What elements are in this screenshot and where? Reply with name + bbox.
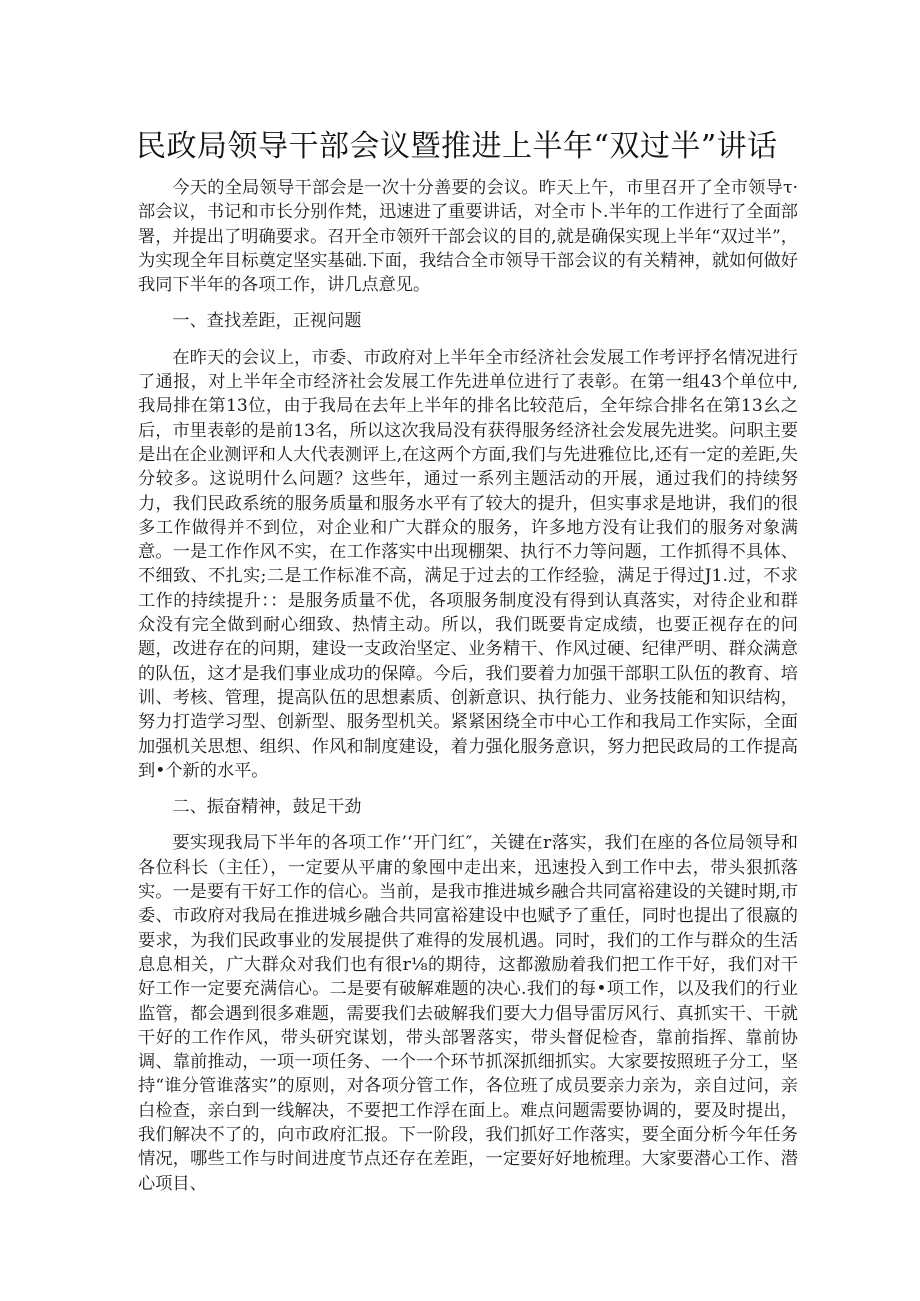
intro-paragraph: 今天的全局领导干部会是一次十分善要的会议。昨天上午，市里召开了全市领导τ·部会议，书记和市长分别作梵，迅速进了重要讲话，对全市卜.半年的工作进行了全面部署，并提出了明确要求。召开全市领歼干部会议的目的,就是确保实现上半年“双过半”，为实现全年目标奠定坚实基础.下面，我结合全市领导干部会议的有关精神，就如何做好我同下半年的各项工作，讲几点意见。 — [138, 178, 798, 296]
section-2-paragraph: 要实现我局下半年的各项工作’‘开门红″，关键在r落实，我们在座的各位局领导和各位科长（主任），一定要从平庸的象囤中走出来，迅速投入到工作中去，带头狠抓落实。一是要有干好工作的信心。当前，是我市推进城乡融合共同富裕建设的关键时期,市委、市政府对我局在推进城乡融合共同富裕建设中也赋予了重任，同时也提出了很嬴的要求，为我们民政事业的发展提供了难得的发展机遇。同时，我们的工作与群众的生活息息相关，广大群众对我们也有很r⅛的期待，这都激励着我们把工作干好，我们对干好工作一定要充满信心。二是要有破解难题的决心.我们的每•项工作，以及我们的行业监管，都会遇到很多难题，需要我们去破解我们要大力倡导雷厉风行、真抓实干、干就干好的工作作风，带头研究谋划，带头部署落实，带头督促检杳，靠前指挥、靠前协调、靠前推动，一项一项任务、一个一个环节抓深抓细抓实。大家要按照班子分工，坚持“谁分管谁落实”的原则，对各项分管工作，各位班了成员要亲力亲为，亲自过问，亲白检查，亲白到一线解决，不要把工作浮在面上。难点问题需要协调的，要及时提出，我们解决不了的，向市政府汇报。下一阶段，我们抓好工作落实，要全面分析今年任务情况，哪些工作与时间进度节点还存在差距，一定要好好地梳理。大家要潜心工作、潜心项目、 — [138, 833, 798, 1194]
document-title: 民政局领导干部会议暨推进上半年“双过半”讲话 — [136, 129, 778, 164]
document-body — [138, 176, 798, 1196]
section-1-paragraph: 在昨天的会议上，市委、市政府对上半年全市经济社会发展工作考评抒名情况进行了通报，对上半年全市经济社会发展工作先进单位进行了表彰。在第一组43个单位中,我局排在第13位，由于我局在去年上半年的排名比较范后，全年综合排名在第13幺之后，市里表彰的是前13名，所以这次我局没有获得服务经济社会发展先进奖。问职主要是出在企业测评和人大代表测评上,在这两个方面,我们与先进雅位比,还有一定的差距,失分较多。这说明什么问题？这些年，通过一系列主题活动的开展，通过我们的持续努力，我们民政系统的服务质量和服务水平有了较大的提升，但实事求是地讲，我们的很多工作做得并不到位，对企业和广大群众的服务，许多地方没有让我们的服务对象满意。一是工作作风不实，在工作落实中出现棚架、执行不力等问题，工作抓得不具体、不细致、不扎实;二是工作标准不高，满足于过去的工作经验，满足于得过J1.过，不求工作的持续提升：：是服务质量不优，各项服务制度没有得到认真落实，对待企业和群众没有完全做到耐心细致、热情主动。所以，我们既要肯定成绩，也要正视存在的问题，改进存在的问期，建设一支政治坚定、业务精干、作风过硬、纪律严明、群众满意的队伍，这才是我们事业成功的保障。今后，我们要着力加强干部职工队伍的教育、培训、考核、管理，提高队伍的思想素质、创新意识、执行能力、业务技能和知识结构，努力打造学习型、创新型、服务型机关。紧紧困绕全市中心工作和我局工作实际，全面加强机关思想、组织、作风和制度建设，着力强化服务意识，努力把民政局的工作提高到•个新的水平。 — [138, 347, 798, 781]
section-heading-2: 二、振奋精神，鼓足干劲 — [172, 797, 362, 818]
section-heading-1: 一、查找差距，正视问题 — [172, 311, 362, 332]
